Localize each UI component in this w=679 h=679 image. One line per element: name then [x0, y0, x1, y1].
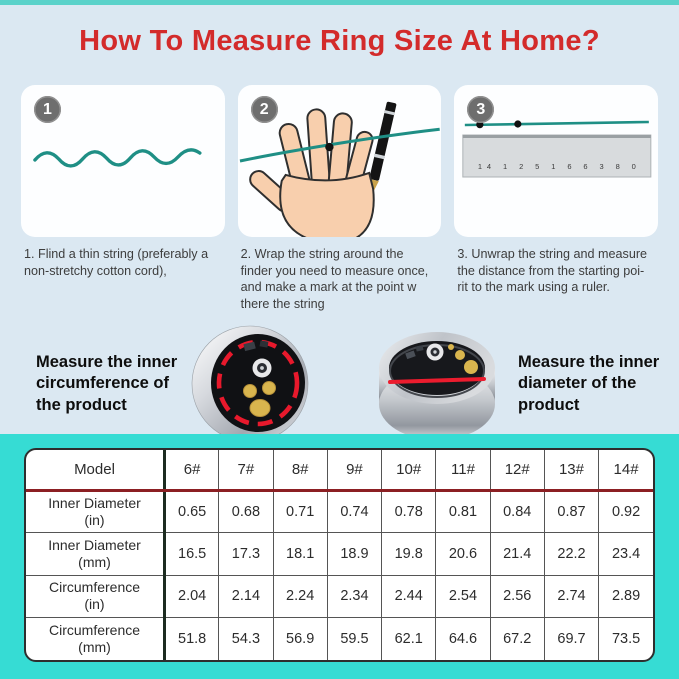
page-title: How To Measure Ring Size At Home?	[79, 25, 600, 57]
step-number-badge: 1	[34, 96, 61, 123]
diameter-label: Measure the inner diameter of the product	[518, 352, 660, 414]
table-cell: 2.24	[273, 575, 327, 617]
size-table-head-row	[26, 450, 653, 491]
step-caption-3: 3. Unwrap the string and measure the distance from the starting poi- rit to the mark using a ruler.	[457, 247, 648, 295]
table-cell: 51.8	[165, 618, 219, 660]
table-cell: 2.44	[382, 575, 436, 617]
table-cell: 0.65	[165, 491, 219, 533]
unwrapped-string	[465, 122, 649, 125]
table-cell: 18.1	[273, 533, 327, 575]
pen-mark-dot	[325, 143, 333, 151]
table-cell: 69.7	[544, 618, 598, 660]
table-cell: 0.81	[436, 491, 490, 533]
table-cell: 22.2	[544, 533, 598, 575]
table-cell: 2.14	[219, 575, 273, 617]
row-label: Circumference (in)	[26, 575, 165, 617]
row-label: Circumference (mm)	[26, 618, 165, 660]
table-cell: 56.9	[273, 618, 327, 660]
table-cell: 19.8	[382, 533, 436, 575]
table-cell: 62.1	[382, 618, 436, 660]
table-cell: 64.6	[436, 618, 490, 660]
measure-section	[0, 321, 679, 447]
table-cell: 73.5	[599, 618, 653, 660]
table-cell: 59.5	[327, 618, 381, 660]
top-teal-strip	[0, 0, 679, 5]
table-cell: 0.78	[382, 491, 436, 533]
table-cell: 20.6	[436, 533, 490, 575]
table-cell: 0.84	[490, 491, 544, 533]
table-cell: 17.3	[219, 533, 273, 575]
size-table-container	[24, 448, 655, 662]
step-card-2	[238, 85, 442, 237]
col-header-size: 11#	[436, 450, 490, 491]
col-header-size: 7#	[219, 450, 273, 491]
table-cell: 2.89	[599, 575, 653, 617]
col-header-size: 6#	[165, 450, 219, 491]
circumference-label: Measure the inner circumference of the product	[36, 352, 178, 414]
row-label: Inner Diameter (in)	[26, 491, 165, 533]
ring-size-table	[26, 450, 653, 660]
ruler-numbers: 14 1 2 5 1 6 6 3 8 0	[478, 162, 637, 171]
table-cell: 0.68	[219, 491, 273, 533]
col-header-size: 8#	[273, 450, 327, 491]
col-header-size: 9#	[327, 450, 381, 491]
table-cell: 16.5	[165, 533, 219, 575]
string-mark-dot	[515, 120, 522, 127]
row-label: Inner Diameter (mm)	[26, 533, 165, 575]
table-cell: 54.3	[219, 618, 273, 660]
table-cell: 67.2	[490, 618, 544, 660]
table-cell: 0.74	[327, 491, 381, 533]
table-cell: 2.04	[165, 575, 219, 617]
step-number-badge: 3	[467, 96, 494, 123]
table-cell: 2.54	[436, 575, 490, 617]
size-table-section	[0, 434, 679, 679]
table-cell: 21.4	[490, 533, 544, 575]
step-caption-1: 1. Flind a thin string (preferably a non-stretchy cotton cord),	[24, 247, 209, 278]
table-cell: 0.87	[544, 491, 598, 533]
ring-inner-circumference-image	[188, 322, 318, 446]
table-cell: 0.71	[273, 491, 327, 533]
table-cell: 0.92	[599, 491, 653, 533]
table-row	[26, 575, 653, 617]
table-row	[26, 618, 653, 660]
step-number-badge: 2	[251, 96, 278, 123]
col-header-size: 14#	[599, 450, 653, 491]
step-card-3	[454, 85, 658, 237]
step-cards	[0, 85, 679, 237]
col-header-model: Model	[26, 450, 165, 491]
table-row	[26, 491, 653, 533]
col-header-size: 13#	[544, 450, 598, 491]
table-cell: 2.74	[544, 575, 598, 617]
table-cell: 18.9	[327, 533, 381, 575]
size-table-body	[26, 491, 653, 661]
step-caption-2: 2. Wrap the string around the finder you need to measure once, and make a mark at the point w there the string	[240, 247, 429, 312]
col-header-size: 10#	[382, 450, 436, 491]
step-captions	[0, 246, 679, 313]
col-header-size: 12#	[490, 450, 544, 491]
ring-inner-diameter-image	[372, 322, 502, 446]
table-cell: 2.56	[490, 575, 544, 617]
table-cell: 23.4	[599, 533, 653, 575]
table-row	[26, 533, 653, 575]
table-cell: 2.34	[327, 575, 381, 617]
step-card-1	[21, 85, 225, 237]
